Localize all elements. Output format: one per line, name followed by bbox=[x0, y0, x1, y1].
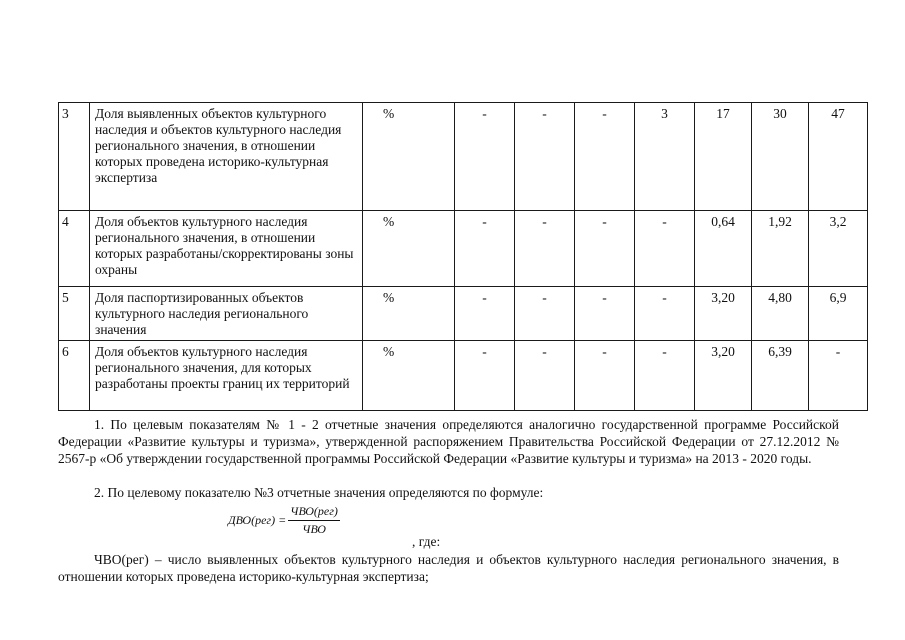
indicators-table bbox=[58, 102, 868, 411]
value-cell: 17 bbox=[695, 103, 752, 211]
table-row bbox=[59, 341, 868, 411]
value-cell: 3,20 bbox=[695, 287, 752, 341]
indicator-name: Доля выявленных объектов культурного наследия и объектов культурного наследия регионального значения, в отношении которых проведена историко-культурная экспертиза bbox=[90, 103, 363, 211]
table-row bbox=[59, 211, 868, 287]
row-number: 5 bbox=[59, 287, 90, 341]
value-cell: - bbox=[575, 211, 635, 287]
value-cell: 47 bbox=[809, 103, 868, 211]
value-cell: - bbox=[575, 341, 635, 411]
value-cell: - bbox=[575, 103, 635, 211]
indicator-name: Доля объектов культурного наследия регионального значения, для которых разработаны проекты границ их территорий bbox=[90, 341, 363, 411]
unit-cell: % bbox=[363, 103, 455, 211]
row-number: 3 bbox=[59, 103, 90, 211]
note-1-text: 1. По целевым показателям № 1 - 2 отчетные значения определяются аналогично государственной программе Российской Федерации «Развитие культуры и туризма», утвержденной распоряжением Правительства Российской Федерации от 27.12.2012 № 2567-р «Об утверждении государственной программы Российской Федерации «Развитие культуры и туризма» на 2013 - 2020 годы. bbox=[58, 417, 839, 466]
formula-where: , где: bbox=[412, 534, 441, 549]
table-row bbox=[59, 103, 868, 211]
value-cell: - bbox=[455, 341, 515, 411]
value-cell: - bbox=[455, 211, 515, 287]
value-cell: 3,2 bbox=[809, 211, 868, 287]
indicator-name: Доля паспортизированных объектов культурного наследия регионального значения bbox=[90, 287, 363, 341]
value-cell: - bbox=[635, 211, 695, 287]
value-cell: 3 bbox=[635, 103, 695, 211]
value-cell: - bbox=[455, 287, 515, 341]
value-cell: 1,92 bbox=[752, 211, 809, 287]
value-cell: 0,64 bbox=[695, 211, 752, 287]
unit-cell: % bbox=[363, 211, 455, 287]
value-cell: - bbox=[515, 341, 575, 411]
formula bbox=[228, 504, 340, 537]
formula-numerator: ЧВО(рег) bbox=[288, 504, 340, 521]
row-number: 6 bbox=[59, 341, 90, 411]
unit-cell: % bbox=[363, 287, 455, 341]
formula-fraction bbox=[288, 504, 340, 537]
value-cell: 6,9 bbox=[809, 287, 868, 341]
definition bbox=[58, 551, 839, 585]
note-1 bbox=[58, 416, 839, 467]
note-2-text: 2. По целевому показателю №3 отчетные значения определяются по формуле: bbox=[94, 485, 544, 500]
value-cell: 6,39 bbox=[752, 341, 809, 411]
value-cell: 30 bbox=[752, 103, 809, 211]
value-cell: - bbox=[635, 287, 695, 341]
value-cell: 4,80 bbox=[752, 287, 809, 341]
formula-denominator: ЧВО bbox=[302, 522, 326, 536]
formula-lhs: ДВО(рег) = bbox=[228, 513, 287, 527]
value-cell: - bbox=[515, 287, 575, 341]
value-cell: - bbox=[809, 341, 868, 411]
table-row bbox=[59, 287, 868, 341]
value-cell: 3,20 bbox=[695, 341, 752, 411]
value-cell: - bbox=[575, 287, 635, 341]
value-cell: - bbox=[635, 341, 695, 411]
row-number: 4 bbox=[59, 211, 90, 287]
value-cell: - bbox=[515, 103, 575, 211]
value-cell: - bbox=[455, 103, 515, 211]
value-cell: - bbox=[515, 211, 575, 287]
definition-text: ЧВО(рег) – число выявленных объектов культурного наследия и объектов культурного наследия регионального значения, в отношении которых проведена историко-культурная экспертиза; bbox=[58, 552, 839, 584]
unit-cell: % bbox=[363, 341, 455, 411]
indicator-name: Доля объектов культурного наследия регионального значения, в отношении которых разработаны/скорректированы зоны охраны bbox=[90, 211, 363, 287]
